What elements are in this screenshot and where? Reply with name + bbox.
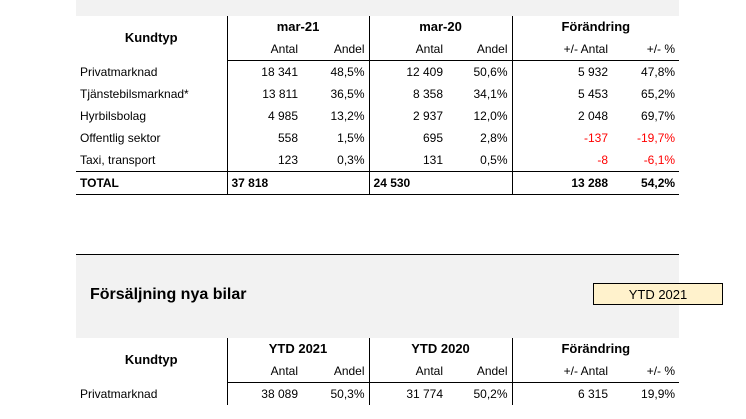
cell: 1,5% <box>337 131 365 145</box>
subheader-antal: Antal <box>369 360 447 383</box>
group-header-change: Förändring <box>512 338 679 360</box>
subheader-andel: Andel <box>302 38 369 61</box>
cell: 4 985 <box>227 105 302 127</box>
row-label: Taxi, transport <box>80 153 156 167</box>
table-row <box>76 105 679 127</box>
row-label: Privatmarknad <box>80 64 158 79</box>
subheader-andel: Andel <box>302 360 369 383</box>
cell: 558 <box>227 127 302 149</box>
row-label: Offentlig sektor <box>80 131 161 145</box>
total-cell: 24 530 <box>369 172 447 195</box>
sales-table-march <box>76 16 679 195</box>
group-header-change: Förändring <box>512 16 679 38</box>
table-row <box>76 61 679 84</box>
group-header-mar21: mar-21 <box>227 16 369 38</box>
cell: 47,8% <box>641 65 676 79</box>
cell: 12,0% <box>473 109 508 123</box>
cell: 5 932 <box>512 61 612 84</box>
sales-table-ytd <box>76 338 679 405</box>
subheader-change-pct: +/- % <box>612 360 679 383</box>
table-row <box>76 83 679 105</box>
subheader-change-pct: +/- % <box>612 38 679 61</box>
cell: 19,9% <box>641 387 676 401</box>
cell: 8 358 <box>369 83 447 105</box>
cell: 50,3% <box>330 387 365 401</box>
total-cell <box>302 172 369 195</box>
total-cell <box>447 172 512 195</box>
cell: 131 <box>369 149 447 172</box>
subheader-antal: Antal <box>369 38 447 61</box>
subheader-antal: Antal <box>227 360 302 383</box>
section-title: Försäljning nya bilar <box>90 286 247 303</box>
cell: 31 774 <box>369 383 447 406</box>
ytd-selector-box[interactable]: YTD 2021 <box>593 283 723 305</box>
cell: 36,5% <box>330 87 365 101</box>
cell: 6 315 <box>512 383 612 406</box>
group-header-ytd2020: YTD 2020 <box>369 338 512 360</box>
total-label: TOTAL <box>76 172 227 195</box>
cell: 50,6% <box>473 65 508 79</box>
cell-negative: -6,1% <box>643 153 676 167</box>
kundtyp-header: Kundtyp <box>124 30 178 46</box>
cell: 12 409 <box>369 61 447 84</box>
total-cell: 13 288 <box>512 172 612 195</box>
table-row <box>76 383 679 406</box>
row-label: Privatmarknad <box>80 386 158 401</box>
cell: 50,2% <box>473 387 508 401</box>
cell-negative: -8 <box>512 149 612 172</box>
cell: 48,5% <box>330 65 365 79</box>
cell: 69,7% <box>641 109 676 123</box>
cell-negative: -19,7% <box>637 131 676 145</box>
cell: 0,5% <box>480 153 508 167</box>
cell: 38 089 <box>227 383 302 406</box>
top-gray-band <box>76 0 679 16</box>
cell: 695 <box>369 127 447 149</box>
group-header-ytd2021: YTD 2021 <box>227 338 369 360</box>
cell: 18 341 <box>227 61 302 84</box>
table-row <box>76 149 679 172</box>
row-label: Tjänstebilsmarknad* <box>80 87 189 101</box>
table-row <box>76 127 679 149</box>
kundtyp-header: Kundtyp <box>124 352 178 368</box>
cell: 0,3% <box>337 153 365 167</box>
subheader-antal: Antal <box>227 38 302 61</box>
subheader-change-antal: +/- Antal <box>512 38 612 61</box>
cell: 2,8% <box>480 131 508 145</box>
cell: 2 048 <box>512 105 612 127</box>
cell: 123 <box>227 149 302 172</box>
total-row <box>76 172 679 195</box>
subheader-change-antal: +/- Antal <box>512 360 612 383</box>
section-header-band <box>76 255 688 338</box>
cell: 13,2% <box>330 109 365 123</box>
cell-negative: -137 <box>512 127 612 149</box>
total-cell: 37 818 <box>227 172 302 195</box>
subheader-andel: Andel <box>447 360 512 383</box>
total-cell: 54,2% <box>612 172 679 195</box>
cell: 2 937 <box>369 105 447 127</box>
group-header-mar20: mar-20 <box>369 16 512 38</box>
cell: 34,1% <box>473 87 508 101</box>
cell: 13 811 <box>227 83 302 105</box>
cell: 65,2% <box>641 87 676 101</box>
row-label: Hyrbilsbolag <box>80 109 147 123</box>
subheader-andel: Andel <box>447 38 512 61</box>
cell: 5 453 <box>512 83 612 105</box>
